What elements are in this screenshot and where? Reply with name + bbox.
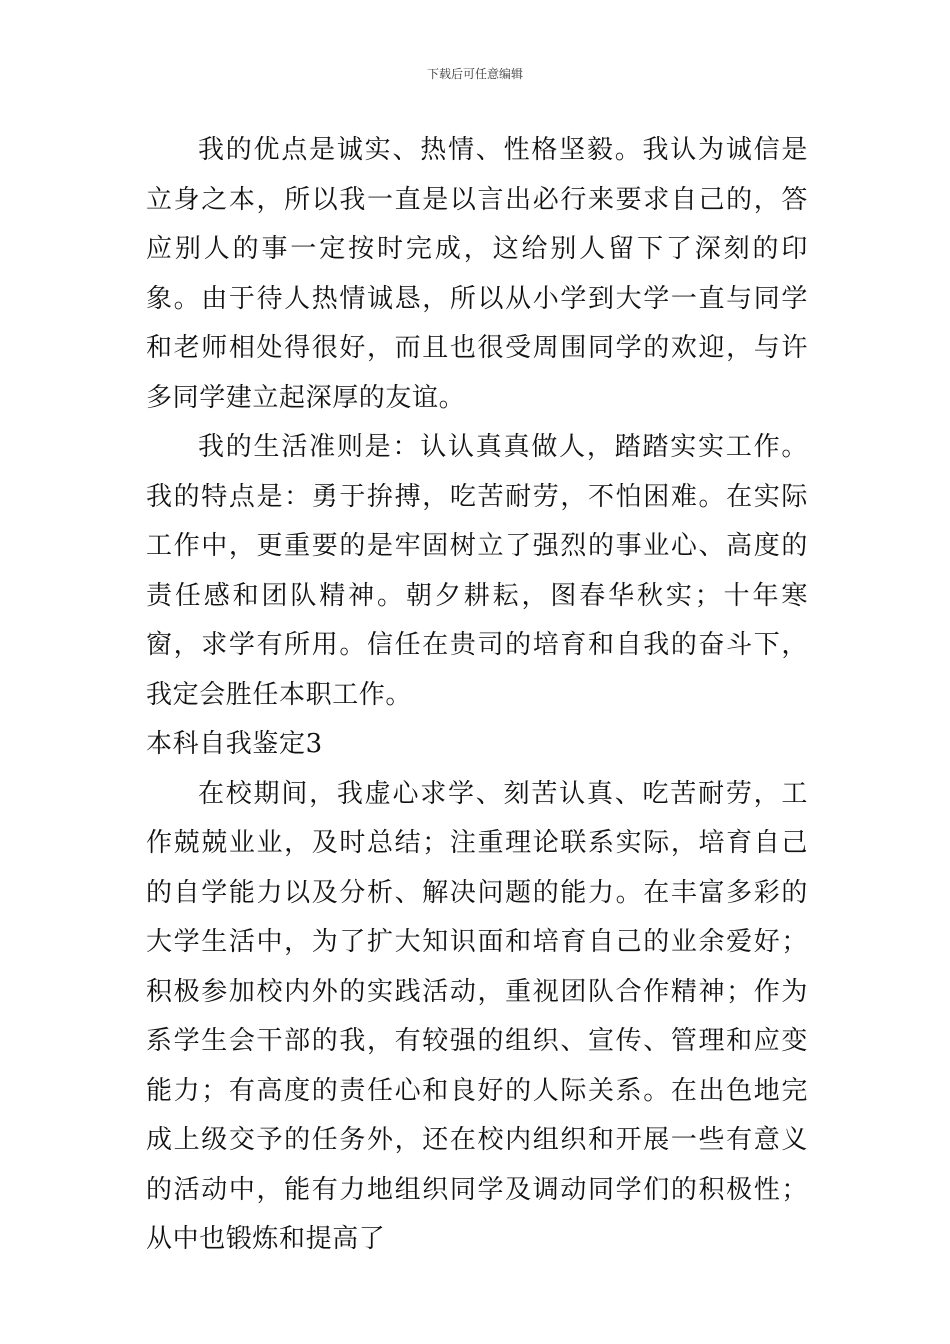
document-body	[146, 126, 808, 1265]
section-title: 本科自我鉴定3	[146, 729, 323, 759]
paragraph-life-principles: 我的生活准则是：认认真真做人，踏踏实实工作。我的特点是：勇于拚搏，吃苦耐劳，不怕困难。在实际工作中，更重要的是牢固树立了强烈的事业心、高度的责任感和团队精神。朝夕耕耘，图春华秋实；十年寒窗，求学有所用。信任在贵司的培育和自我的奋斗下，我定会胜任本职工作。	[146, 432, 808, 710]
paragraph-school-period: 在校期间，我虚心求学、刻苦认真、吃苦耐劳，工作兢兢业业，及时总结；注重理论联系实际，培育自己的自学能力以及分析、解决问题的能力。在丰富多彩的大学生活中，为了扩大知识面和培育自己的业余爱好；积极参加校内外的实践活动，重视团队合作精神；作为系学生会干部的我，有较强的组织、宣传、管理和应变能力；有高度的责任心和良好的人际关系。在出色地完成上级交予的任务外，还在校内组织和开展一些有意义的活动中，能有力地组织同学及调动同学们的积极性；从中也锻炼和提高了	[146, 778, 808, 1254]
paragraph-strengths: 我的优点是诚实、热情、性格坚毅。我认为诚信是立身之本，所以我一直是以言出必行来要求自己的，答应别人的事一定按时完成，这给别人留下了深刻的印象。由于待人热情诚恳，所以从小学到大学一直与同学和老师相处得很好，而且也很受周围同学的欢迎，与许多同学建立起深厚的友谊。	[146, 135, 808, 413]
page-header: 下载后可任意编辑	[426, 67, 523, 81]
